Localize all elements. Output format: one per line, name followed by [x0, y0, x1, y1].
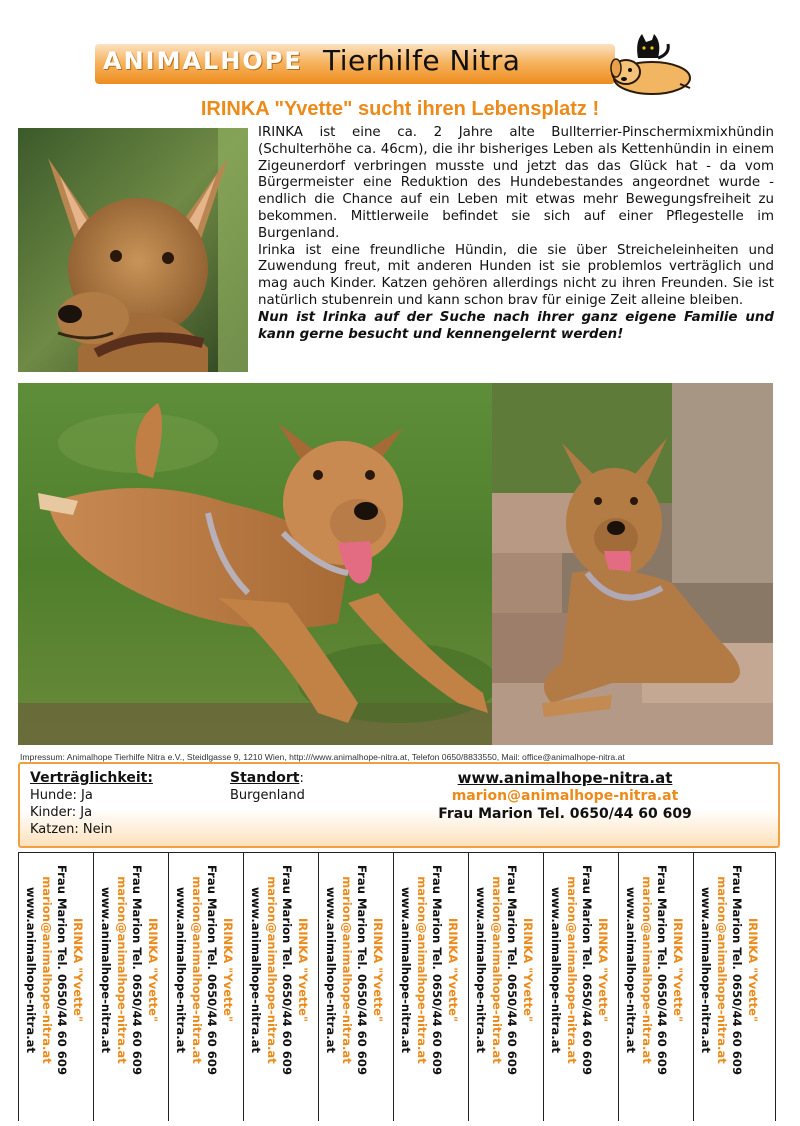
strip-name: IRINKA "Yvette"	[596, 917, 610, 1023]
compatibility-dogs: Hunde: Ja	[30, 788, 93, 803]
strip-phone: Frau Marion Tel. 0650/44 60 609	[730, 865, 745, 1076]
strip-email: marion@animalhope-nitra.at	[40, 876, 54, 1064]
strip-phone: Frau Marion Tel. 0650/44 60 609	[130, 865, 145, 1076]
description-paragraph: Irinka ist eine freundliche Hündin, die sie über Streicheleinheiten und Zuwendung freut, mit anderen Hunden ist sie problemlos verträglich und mag auch Kinder. Katzen gehören allerdings nicht zu ihren Freunden. Sie ist natürlich stubenrein und kann schon brav für einige Zeit alleine bleiben.	[258, 242, 774, 308]
strip-email: marion@animalhope-nitra.at	[340, 876, 354, 1064]
strip-phone: Frau Marion Tel. 0650/44 60 609	[580, 865, 595, 1076]
brand-primary: ANIMALHOPE	[103, 47, 303, 75]
tear-off-strip[interactable]	[468, 853, 543, 1121]
location-colon: :	[299, 771, 304, 786]
tear-off-strip[interactable]	[93, 853, 168, 1121]
strip-website: www.animalhope-nitra.at	[324, 887, 339, 1053]
strip-website: www.animalhope-nitra.at	[624, 887, 639, 1053]
brand-secondary: Tierhilfe Nitra	[323, 44, 521, 77]
contact-section	[400, 769, 730, 823]
strip-email: marion@animalhope-nitra.at	[415, 876, 429, 1064]
dog-portrait-photo	[18, 128, 248, 372]
tear-off-strip[interactable]	[618, 853, 693, 1121]
strip-phone: Frau Marion Tel. 0650/44 60 609	[205, 865, 220, 1076]
compatibility-section	[30, 770, 153, 838]
strip-name: IRINKA "Yvette"	[746, 917, 760, 1023]
tear-off-strip[interactable]	[393, 853, 468, 1121]
strip-website: www.animalhope-nitra.at	[549, 887, 564, 1053]
strip-phone: Frau Marion Tel. 0650/44 60 609	[355, 865, 370, 1076]
strip-name: IRINKA "Yvette"	[521, 917, 535, 1023]
tear-off-strip[interactable]	[18, 853, 93, 1121]
strip-name: IRINKA "Yvette"	[371, 917, 385, 1023]
location-value: Burgenland	[230, 788, 305, 803]
strip-phone: Frau Marion Tel. 0650/44 60 609	[505, 865, 520, 1076]
strip-name: IRINKA "Yvette"	[146, 917, 160, 1023]
dog-on-stone-steps-photo	[492, 383, 773, 745]
tear-off-strips	[18, 852, 776, 1121]
tear-off-strip[interactable]	[318, 853, 393, 1121]
strip-website: www.animalhope-nitra.at	[399, 887, 414, 1053]
compatibility-heading: Verträglichkeit:	[30, 770, 153, 786]
cat-and-dog-logo-icon	[590, 28, 700, 100]
strip-name: IRINKA "Yvette"	[221, 917, 235, 1023]
strip-website: www.animalhope-nitra.at	[474, 887, 489, 1053]
compatibility-kids: Kinder: Ja	[30, 805, 93, 820]
strip-phone: Frau Marion Tel. 0650/44 60 609	[280, 865, 295, 1076]
page-title: IRINKA "Yvette" sucht ihren Lebensplatz !	[200, 98, 600, 120]
strip-email: marion@animalhope-nitra.at	[715, 876, 729, 1064]
description-call-to-action: Nun ist Irinka auf der Suche nach ihrer ganz eigene Familie und kann gerne besucht und kennengelernt werden!	[258, 309, 774, 342]
strip-website: www.animalhope-nitra.at	[24, 887, 39, 1053]
compatibility-cats: Katzen: Nein	[30, 822, 113, 837]
strip-website: www.animalhope-nitra.at	[99, 887, 114, 1053]
dog-description	[258, 125, 774, 343]
dog-lying-on-grass-photo	[18, 383, 492, 745]
strip-website: www.animalhope-nitra.at	[699, 887, 714, 1053]
description-paragraph: IRINKA ist eine ca. 2 Jahre alte Bullterrier-Pinschermixmixhündin (Schulterhöhe ca. 46cm), die ihr bisheriges Leben als Kettenhündin in einem Zigeunerdorf verbringen musste und jetzt das das Glück hat - da vom Bürgermeister eine Reduktion des Hundebestandes angeordnet wurde - endlich die Chance auf ein Leben mit etwas mehr Bewegungsfreiheit zu bekommen. Mittlerweile befindet sie sich auf einer Pflegestelle im Burgenland.	[258, 125, 774, 241]
location-heading: Standort	[230, 770, 300, 786]
contact-person: Frau Marion Tel. 0650/44 60 609	[438, 806, 692, 822]
strip-email: marion@animalhope-nitra.at	[115, 876, 129, 1064]
strip-phone: Frau Marion Tel. 0650/44 60 609	[55, 865, 70, 1076]
tear-off-strip[interactable]	[693, 853, 776, 1121]
tear-off-strip[interactable]	[168, 853, 243, 1121]
strip-phone: Frau Marion Tel. 0650/44 60 609	[655, 865, 670, 1076]
strip-name: IRINKA "Yvette"	[296, 917, 310, 1023]
strip-email: marion@animalhope-nitra.at	[265, 876, 279, 1064]
impressum: Impressum: Animalhope Tierhilfe Nitra e.V., Steidlgasse 9, 1210 Wien, http:///www.animalhope-nitra.at, Telefon 0650/8833550, Mail: office@animalhope-nitra.at	[20, 752, 625, 762]
tear-off-strip[interactable]	[243, 853, 318, 1121]
strip-email: marion@animalhope-nitra.at	[190, 876, 204, 1064]
strip-website: www.animalhope-nitra.at	[249, 887, 264, 1053]
email-link[interactable]: marion@animalhope-nitra.at	[451, 788, 679, 804]
strip-name: IRINKA "Yvette"	[671, 917, 685, 1023]
strip-email: marion@animalhope-nitra.at	[565, 876, 579, 1064]
website-link[interactable]: www.animalhope-nitra.at	[457, 769, 673, 787]
strip-name: IRINKA "Yvette"	[446, 917, 460, 1023]
strip-name: IRINKA "Yvette"	[71, 917, 85, 1023]
strip-email: marion@animalhope-nitra.at	[640, 876, 654, 1064]
strip-phone: Frau Marion Tel. 0650/44 60 609	[430, 865, 445, 1076]
tear-off-strip[interactable]	[543, 853, 618, 1121]
strip-website: www.animalhope-nitra.at	[174, 887, 189, 1053]
location-section	[230, 770, 305, 804]
strip-email: marion@animalhope-nitra.at	[490, 876, 504, 1064]
